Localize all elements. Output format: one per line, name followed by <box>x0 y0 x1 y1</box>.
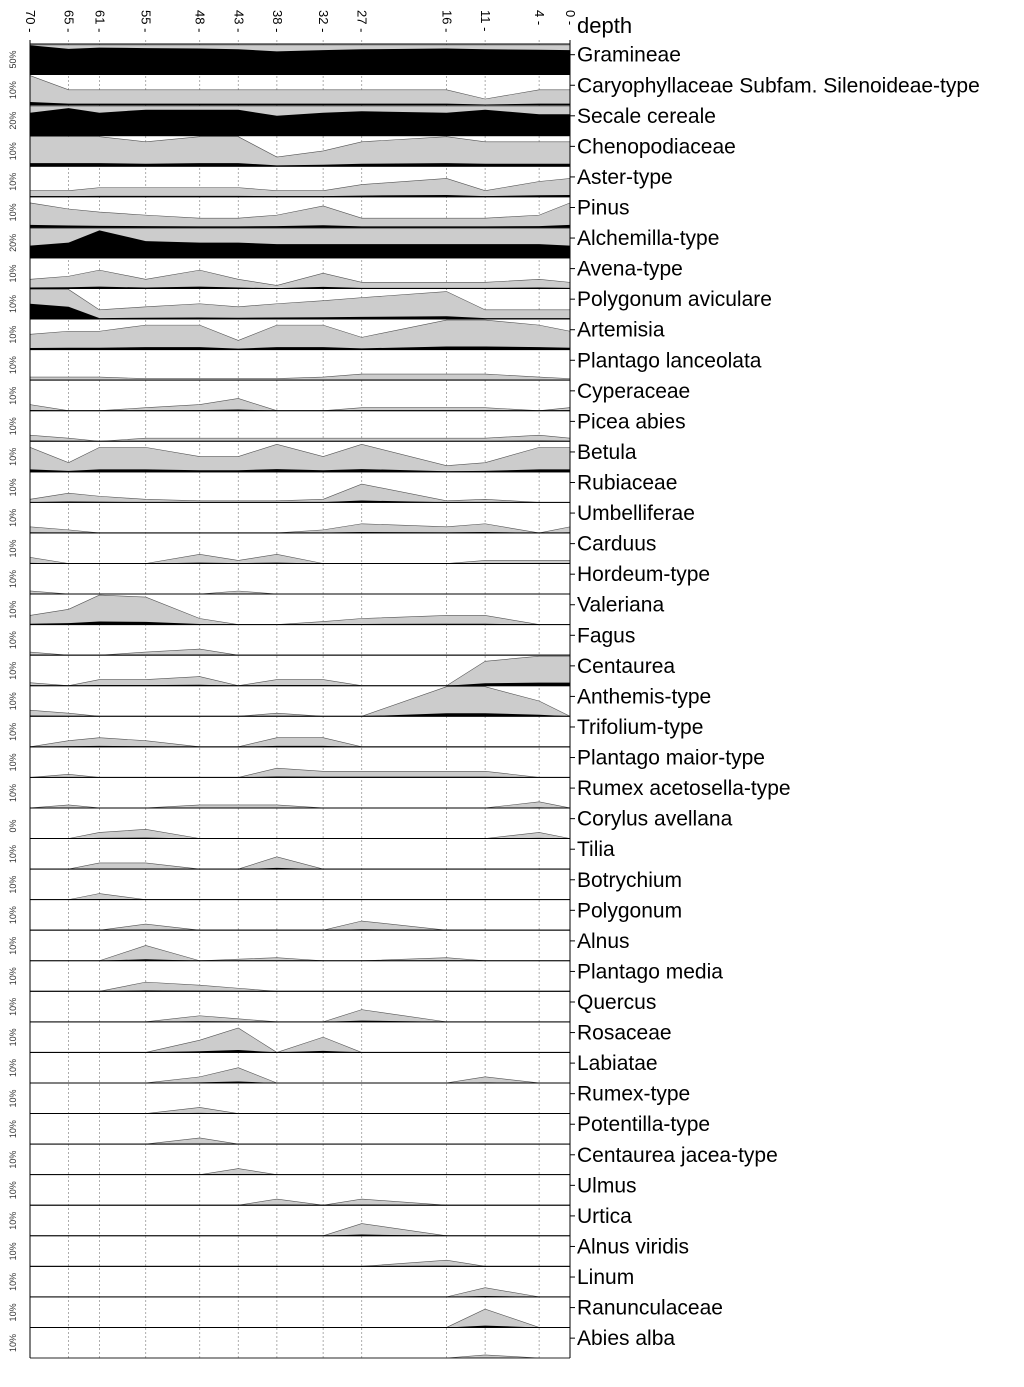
taxon-scale-label: 10% <box>8 447 18 466</box>
taxon-label: Picea abies <box>577 410 686 434</box>
taxon-scale-label: 10% <box>8 1150 18 1169</box>
taxon-exaggeration-curve <box>30 270 570 288</box>
taxon-scale-label: 10% <box>8 1181 18 1200</box>
depth-tick-label: 27 - <box>354 10 370 33</box>
taxon-label: Plantago maior-type <box>577 746 765 770</box>
depth-tick-label: 48 - <box>192 10 208 33</box>
taxon-scale-label: 10% <box>8 508 18 527</box>
taxon-panel <box>8 808 733 839</box>
taxon-exaggeration-curve <box>30 76 570 106</box>
taxon-exaggeration-curve <box>30 894 570 900</box>
taxon-scale-label: 10% <box>8 356 18 375</box>
taxon-exaggeration-curve <box>30 857 570 869</box>
taxon-label: Cyperaceae <box>577 379 691 403</box>
taxon-label: Centaurea jacea-type <box>577 1143 778 1167</box>
taxon-label: Botrychium <box>577 868 683 892</box>
taxon-scale-label: 10% <box>8 325 18 344</box>
taxon-label: Aster-type <box>577 165 673 189</box>
taxon-scale-label: 10% <box>8 478 18 497</box>
taxon-scale-label: 10% <box>8 1028 18 1047</box>
taxon-scale-label: 10% <box>8 539 18 558</box>
taxon-panel <box>8 227 719 258</box>
taxon-panel <box>8 716 703 747</box>
taxon-panel <box>8 1174 637 1205</box>
taxon-exaggeration-curve <box>30 1068 570 1083</box>
taxon-panel <box>8 1266 634 1297</box>
taxon-exaggeration-curve <box>30 1260 570 1266</box>
taxon-panel <box>8 380 690 411</box>
taxon-scale-label: 10% <box>8 967 18 986</box>
taxon-exaggeration-curve <box>30 444 570 472</box>
taxon-panel <box>8 74 980 105</box>
taxon-panel <box>8 319 665 350</box>
taxon-label: Labiatae <box>577 1052 658 1076</box>
taxon-panel <box>8 44 681 75</box>
taxon-scale-label: 10% <box>8 570 18 589</box>
taxon-label: Caryophyllaceae Subfam. Silenoideae-type <box>577 74 980 98</box>
taxon-panel <box>8 135 736 166</box>
taxon-panel <box>8 196 630 227</box>
taxon-scale-label: 10% <box>8 172 18 191</box>
taxon-scale-label: 10% <box>8 264 18 283</box>
taxon-label: Valeriana <box>577 593 665 617</box>
taxon-scale-label: 10% <box>8 1242 18 1261</box>
taxon-scale-label: 10% <box>8 1089 18 1108</box>
taxon-scale-label: 10% <box>8 81 18 100</box>
depth-tick-label: 11 - <box>478 10 494 32</box>
taxon-exaggeration-curve <box>30 484 570 502</box>
taxon-panel <box>8 349 762 380</box>
taxon-exaggeration-curve <box>30 649 570 655</box>
taxon-scale-label: 10% <box>8 142 18 161</box>
taxon-exaggeration-curve <box>30 137 570 167</box>
taxon-panel <box>8 166 673 197</box>
taxon-scale-label: 10% <box>8 386 18 405</box>
taxon-exaggeration-curve <box>30 921 570 930</box>
taxon-panel <box>8 1022 672 1053</box>
taxon-exaggeration-curve <box>30 1199 570 1205</box>
taxon-panel <box>8 563 710 594</box>
taxon-panel <box>8 899 682 930</box>
taxon-exaggeration-curve <box>30 203 570 227</box>
taxon-label: Artemisia <box>577 318 665 342</box>
depth-tick-label: 61 - <box>92 10 108 33</box>
depth-tick-label: 4 - <box>532 10 548 26</box>
taxon-exaggeration-curve <box>30 374 570 380</box>
taxon-scale-label: 10% <box>8 417 18 436</box>
taxon-panel <box>8 502 695 533</box>
taxon-scale-label: 10% <box>8 936 18 955</box>
taxon-label: Ulmus <box>577 1174 637 1198</box>
taxon-scale-label: 0% <box>8 819 18 833</box>
depth-tick-label: 70 - <box>23 10 38 33</box>
taxon-exaggeration-curve <box>30 768 570 777</box>
taxon-label: Centaurea <box>577 654 676 678</box>
taxon-panel <box>8 869 682 900</box>
taxon-label: Polygonum aviculare <box>577 288 772 312</box>
taxon-exaggeration-curve <box>30 687 570 717</box>
taxon-label: Anthemis-type <box>577 685 712 709</box>
taxon-panels <box>8 40 980 1358</box>
taxon-scale-label: 10% <box>8 1333 18 1352</box>
taxon-exaggeration-curve <box>30 1169 570 1175</box>
taxon-exaggeration-curve <box>30 1138 570 1144</box>
taxon-label: Ranunculaceae <box>577 1296 723 1320</box>
taxon-label: Alnus <box>577 929 630 953</box>
taxon-panel <box>8 1327 675 1358</box>
taxon-scale-label: 20% <box>8 111 18 130</box>
taxon-scale-label: 10% <box>8 722 18 741</box>
taxon-exaggeration-curve <box>30 738 570 747</box>
taxon-exaggeration-curve <box>30 178 570 196</box>
taxon-label: Fagus <box>577 624 636 648</box>
depth-tick-label: 43 - <box>231 10 247 33</box>
taxon-panel <box>8 105 716 136</box>
taxon-panel <box>8 472 677 503</box>
taxon-scale-label: 10% <box>8 875 18 894</box>
taxon-exaggeration-curve <box>30 289 570 319</box>
depth-tick-label: 65 - <box>61 10 77 33</box>
taxon-panel <box>8 258 683 289</box>
taxon-scale-label: 10% <box>8 203 18 222</box>
taxon-label: Rumex-type <box>577 1082 691 1106</box>
taxon-panel <box>8 685 711 716</box>
taxon-label: Gramineae <box>577 43 681 67</box>
taxon-panel <box>8 533 656 564</box>
taxon-label: Avena-type <box>577 257 683 281</box>
taxon-scale-label: 10% <box>8 783 18 802</box>
taxon-exaggeration-curve <box>30 656 570 686</box>
taxon-scale-label: 10% <box>8 906 18 925</box>
taxon-scale-label: 10% <box>8 997 18 1016</box>
taxon-label: Polygonum <box>577 899 683 923</box>
taxon-exaggeration-curve <box>30 1010 570 1022</box>
taxon-scale-label: 10% <box>8 845 18 864</box>
taxon-label: Rumex acetosella-type <box>577 777 791 801</box>
taxon-exaggeration-curve <box>30 435 570 441</box>
taxon-exaggeration-curve <box>30 1288 570 1297</box>
depth-axis-title: depth <box>577 13 633 38</box>
taxon-panel <box>8 991 656 1022</box>
taxon-label: Secale cereale <box>577 104 716 128</box>
depth-tick-label: 0 - <box>563 10 578 26</box>
taxon-label: Betula <box>577 440 637 464</box>
taxon-label: Trifolium-type <box>577 715 704 739</box>
taxon-scale-label: 10% <box>8 1058 18 1077</box>
taxon-label: Carduus <box>577 532 657 556</box>
taxon-label: Tilia <box>577 838 615 862</box>
taxon-label: Linum <box>577 1266 635 1290</box>
taxon-label: Quercus <box>577 990 657 1014</box>
taxon-label: Rubiaceae <box>577 471 678 495</box>
taxon-exaggeration-curve <box>30 945 570 960</box>
taxon-exaggeration-curve <box>30 802 570 808</box>
taxon-scale-label: 50% <box>8 50 18 69</box>
taxon-scale-label: 10% <box>8 600 18 619</box>
taxon-panel <box>8 1083 690 1114</box>
taxon-label: Alnus viridis <box>577 1235 690 1259</box>
taxon-label: Plantago lanceolata <box>577 349 762 373</box>
taxon-exaggeration-curve <box>30 320 570 350</box>
taxon-panel <box>8 930 630 961</box>
taxon-panel <box>8 655 675 686</box>
taxon-scale-label: 10% <box>8 692 18 711</box>
taxon-panel <box>8 624 635 655</box>
taxon-exaggeration-curve <box>30 595 570 625</box>
taxon-panel <box>8 288 772 319</box>
taxon-scale-label: 20% <box>8 233 18 252</box>
taxon-label: Plantago media <box>577 960 723 984</box>
taxon-panel <box>8 1297 723 1328</box>
taxon-label: Rosaceae <box>577 1021 672 1045</box>
taxon-exaggeration-curve <box>30 829 570 838</box>
taxon-exaggeration-curve <box>30 1309 570 1327</box>
depth-tick-label: 55 - <box>138 10 154 33</box>
taxon-label: Umbelliferae <box>577 502 695 526</box>
depth-axis <box>23 10 578 32</box>
taxon-scale-label: 10% <box>8 631 18 650</box>
taxon-panel <box>8 1144 778 1175</box>
taxon-scale-label: 10% <box>8 661 18 680</box>
taxon-scale-label: 10% <box>8 1120 18 1139</box>
taxon-panel <box>8 1205 632 1236</box>
taxon-panel <box>8 441 637 472</box>
taxon-scale-label: 10% <box>8 1272 18 1291</box>
taxon-label: Potentilla-type <box>577 1113 711 1137</box>
taxon-exaggeration-curve <box>30 1355 570 1358</box>
taxon-label: Abies alba <box>577 1327 676 1351</box>
depth-tick-label: 32 - <box>316 10 332 33</box>
taxon-exaggeration-curve <box>30 524 570 533</box>
taxon-panel <box>8 594 664 625</box>
taxon-label: Pinus <box>577 196 630 220</box>
taxon-label: Hordeum-type <box>577 563 711 587</box>
taxon-panel <box>8 1235 689 1266</box>
taxon-scale-label: 10% <box>8 1211 18 1230</box>
depth-tick-label: 38 - <box>269 10 285 33</box>
taxon-label: Corylus avellana <box>577 807 733 831</box>
taxon-exaggeration-curve <box>30 1028 570 1052</box>
depth-tick-label: 16 - <box>439 10 455 33</box>
taxon-label: Alchemilla-type <box>577 227 720 251</box>
taxon-panel <box>8 1113 710 1144</box>
taxon-panel <box>8 960 723 991</box>
taxon-panel <box>8 410 686 441</box>
taxon-exaggeration-curve <box>30 398 570 410</box>
taxon-exaggeration-curve <box>30 1224 570 1236</box>
taxon-panel <box>8 1052 658 1083</box>
taxon-exaggeration-curve <box>30 982 570 991</box>
taxon-label: Chenopodiaceae <box>577 135 736 159</box>
taxon-exaggeration-curve <box>30 554 570 563</box>
taxon-scale-label: 10% <box>8 295 18 314</box>
taxon-exaggeration-curve <box>30 1107 570 1113</box>
taxon-panel <box>8 747 765 778</box>
taxon-label: Urtica <box>577 1204 632 1228</box>
taxon-panel <box>8 777 791 808</box>
taxon-scale-label: 10% <box>8 753 18 772</box>
taxon-scale-label: 10% <box>8 1303 18 1322</box>
